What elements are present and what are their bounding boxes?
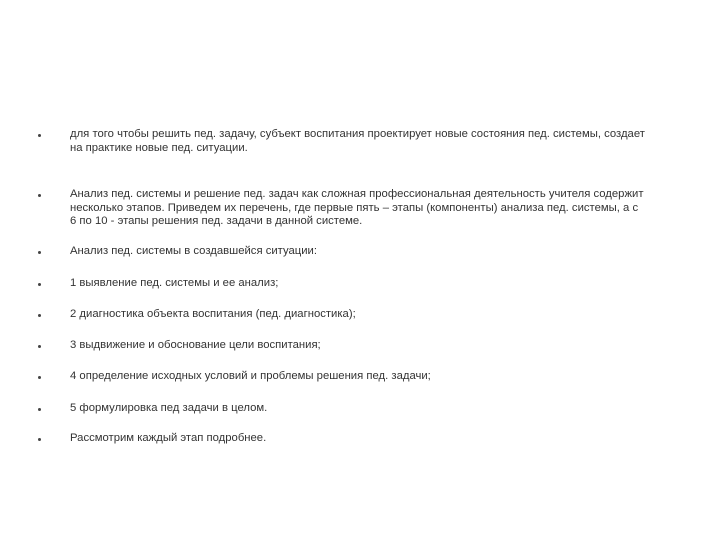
bullet-text: Анализ пед. системы и решение пед. задач как сложная профессиональная деятельность учителя содержит несколько этапов. Приведем их перечень, где первые пять – этапы (компоненты) анализа пед. системы, а с 6 по 10 - этапы решения пед. задачи в данной системе. bbox=[70, 188, 644, 227]
bullet-text: Рассмотрим каждый этап подробнее. bbox=[70, 432, 267, 444]
bullet-text: 5 формулировка пед задачи в целом. bbox=[70, 402, 268, 414]
bullet-icon bbox=[38, 345, 41, 348]
bullet-icon bbox=[38, 283, 41, 286]
bullet-icon bbox=[38, 438, 41, 441]
bullet-icon bbox=[38, 314, 41, 317]
bullet-icon bbox=[38, 194, 41, 197]
bullet-icon bbox=[38, 134, 41, 137]
bullet-text: 2 диагностика объекта воспитания (пед. диагностика); bbox=[70, 308, 356, 320]
bullet-icon bbox=[38, 376, 41, 379]
bullet-text: для того чтобы решить пед. задачу, субъект воспитания проектирует новые состояния пед. системы, создает на практике новые пед. ситуации. bbox=[70, 128, 645, 154]
bullet-text: 3 выдвижение и обоснование цели воспитания; bbox=[70, 339, 321, 351]
bullet-text: 1 выявление пед. системы и ее анализ; bbox=[70, 277, 279, 289]
bullet-icon bbox=[38, 251, 41, 254]
bullet-text: 4 определение исходных условий и проблемы решения пед. задачи; bbox=[70, 370, 431, 382]
bullet-text: Анализ пед. системы в создавшейся ситуации: bbox=[70, 245, 317, 257]
bullet-icon bbox=[38, 408, 41, 411]
